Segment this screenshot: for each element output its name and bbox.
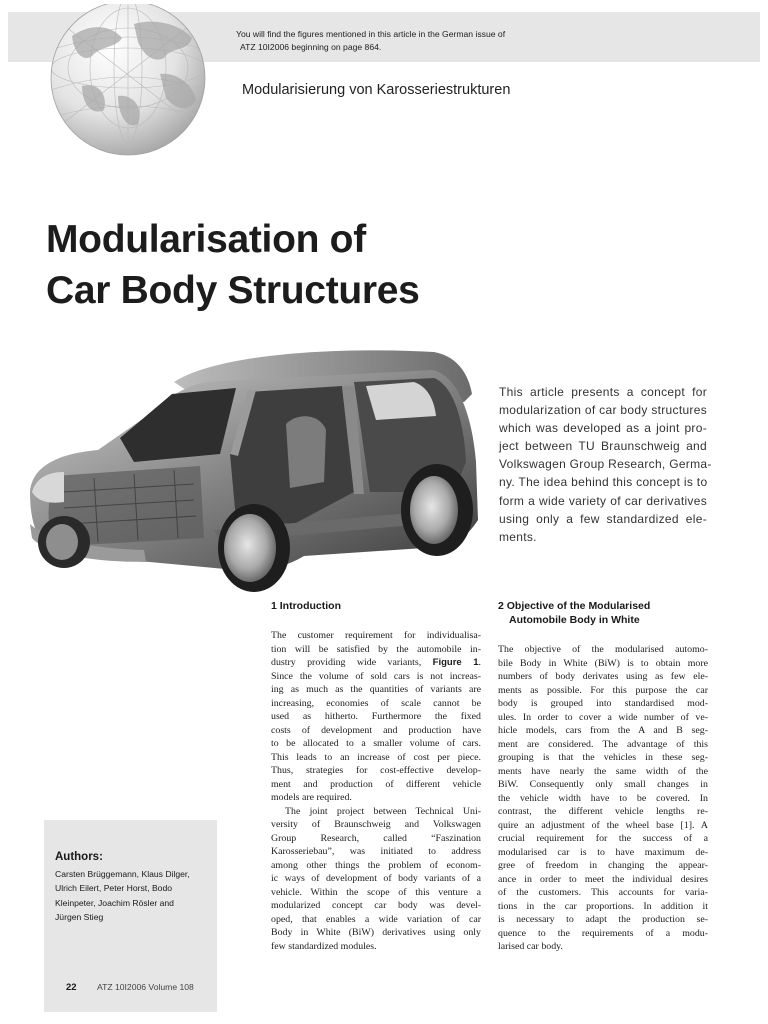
body-line-with-figure-ref bbox=[271, 656, 481, 670]
body-line: oped, that enables a wide variation of car bbox=[271, 913, 481, 925]
globe-icon bbox=[42, 4, 217, 156]
section-2-heading bbox=[498, 599, 650, 627]
body-line: grouping is that the vehicles in these seg- bbox=[498, 752, 708, 763]
body-line: versity of Braunschweig and Volkswagen bbox=[271, 819, 481, 830]
body-line: numbers of body derivates using as few ele- bbox=[498, 671, 708, 682]
body-line: is necessary to adapt the production se- bbox=[498, 914, 708, 925]
punctuation: . bbox=[478, 657, 481, 668]
body-line: ules. In order to cover a wide number of ve- bbox=[498, 711, 708, 723]
section-1-heading bbox=[271, 599, 341, 613]
body-line: bile Body in White (BiW) is to obtain more bbox=[498, 657, 708, 669]
body-line: increasing, economies of scale cannot be bbox=[271, 697, 481, 709]
section-1-heading-text: 1 Introduction bbox=[271, 600, 341, 612]
german-subtitle: Modularisierung von Karosseriestrukturen bbox=[242, 82, 511, 98]
section-1-body bbox=[271, 629, 481, 953]
body-line: ments have nearly the same width of the bbox=[498, 765, 708, 777]
title-line: Modularisation of bbox=[46, 218, 366, 261]
author-line: Carsten Brüggemann, Klaus Dilger, bbox=[55, 869, 190, 879]
section-2-heading-line: 2 Objective of the Modularised bbox=[498, 600, 651, 612]
body-line: The customer requirement for individualisa- bbox=[271, 630, 481, 641]
note-line: ATZ 10I2006 beginning on page 864. bbox=[240, 42, 382, 52]
body-line: gree of freedom in changing the appear- bbox=[498, 860, 708, 871]
body-line: modularised car is to have maximum de- bbox=[498, 846, 708, 858]
body-line: hicle models, cars from the A and B seg- bbox=[498, 725, 708, 736]
body-line: ance in order to meet the individual desires bbox=[498, 873, 708, 885]
body-line: ic ways of development of body variants of a bbox=[271, 873, 481, 884]
body-line: ing as much as the quantities of variants are bbox=[271, 684, 481, 695]
body-line: tion will be satisfied by the automobile in- bbox=[271, 643, 481, 655]
body-line: Since the volume of sold cars is not increas- bbox=[271, 670, 481, 682]
body-line: vehicle. Within the scope of this venture a bbox=[271, 886, 481, 898]
body-line: quire an adjustment of the wheel base [1]. A bbox=[498, 819, 708, 831]
body-line: larised car body. bbox=[498, 941, 563, 952]
body-line: Body in White (BiW) derivatives using only bbox=[271, 927, 481, 938]
authors-label: Authors: bbox=[55, 851, 103, 863]
body-line: quence to the requirements of a modu- bbox=[498, 927, 708, 939]
body-line: tions in the car proportions. In addition it bbox=[498, 900, 708, 912]
abstract-line: This article presents a concept for bbox=[499, 385, 707, 399]
body-line: of the customers. This accounts for varia- bbox=[498, 887, 708, 898]
author-line: Jürgen Stieg bbox=[55, 911, 104, 922]
body-line: few standardized modules. bbox=[271, 940, 377, 952]
body-line: The objective of the modularised automo- bbox=[498, 644, 708, 655]
abstract-line: modularization of car body structures bbox=[499, 403, 707, 418]
body-text: dustry providing wide variants, bbox=[271, 657, 422, 668]
abstract-line: Volkswagen Group Research, Germa- bbox=[499, 457, 712, 472]
author-line: Ulrich Eilert, Peter Horst, Bodo bbox=[55, 883, 173, 894]
article-title bbox=[46, 214, 420, 316]
page-number: 22 bbox=[66, 982, 77, 993]
title-line: Car Body Structures bbox=[46, 269, 420, 312]
body-line: the vehicle width have to be covered. In bbox=[498, 792, 708, 804]
abstract-line: which was developed as a joint pro- bbox=[499, 421, 707, 436]
article-abstract bbox=[499, 383, 712, 546]
german-issue-note bbox=[236, 28, 566, 54]
body-line: body is grouped into standardised mod- bbox=[498, 698, 708, 709]
car-body-illustration bbox=[24, 342, 480, 598]
body-line: Karosseriebau”, was initiated to address bbox=[271, 846, 481, 857]
body-line: The joint project between Technical Uni- bbox=[285, 805, 481, 817]
figure-reference-link[interactable]: Figure 1 bbox=[432, 657, 479, 668]
note-line: You will find the figures mentioned in this article in the German issue of bbox=[236, 29, 506, 39]
author-line: Kleinpeter, Joachim Rösler and bbox=[55, 897, 174, 908]
abstract-line: ments. bbox=[499, 529, 537, 544]
body-line: models are required. bbox=[271, 792, 352, 803]
body-line: Thus, strategies for cost-effective develop- bbox=[271, 765, 481, 776]
body-line: BiW. Consequently only small changes in bbox=[498, 779, 708, 790]
body-line: crucial requirement for the success of a bbox=[498, 833, 708, 844]
abstract-line: using only a few standardized ele- bbox=[499, 511, 707, 526]
abstract-line: ny. The idea behind this concept is to bbox=[499, 475, 708, 490]
body-line: used as hitherto. Furthermore the fixed bbox=[271, 711, 481, 722]
body-line: modularized concept car body was devel- bbox=[271, 900, 481, 911]
journal-reference: ATZ 10I2006 Volume 108 bbox=[97, 982, 194, 992]
section-2-body bbox=[498, 643, 708, 954]
body-line: ment are considered. The advantage of this bbox=[498, 738, 708, 750]
authors-names bbox=[55, 867, 215, 924]
body-line: among other things the problem of econom- bbox=[271, 859, 481, 871]
body-line: ments as possible. For this purpose the car bbox=[498, 684, 708, 696]
body-line: Group Research, called “Faszination bbox=[271, 832, 481, 844]
body-line: costs of development and production have bbox=[271, 724, 481, 736]
body-line: contrast, the different vehicle lengths re- bbox=[498, 806, 708, 817]
body-line: This leads to an increase of cost per piece. bbox=[271, 751, 481, 763]
abstract-line: ject between TU Braunschweig and bbox=[499, 439, 707, 454]
abstract-line: form a wide variety of car derivatives bbox=[499, 493, 707, 508]
body-line: ment and production of different vehicle bbox=[271, 778, 481, 790]
body-line: to be allocated to a smaller volume of cars. bbox=[271, 738, 481, 749]
section-2-heading-line: Automobile Body in White bbox=[509, 614, 640, 626]
